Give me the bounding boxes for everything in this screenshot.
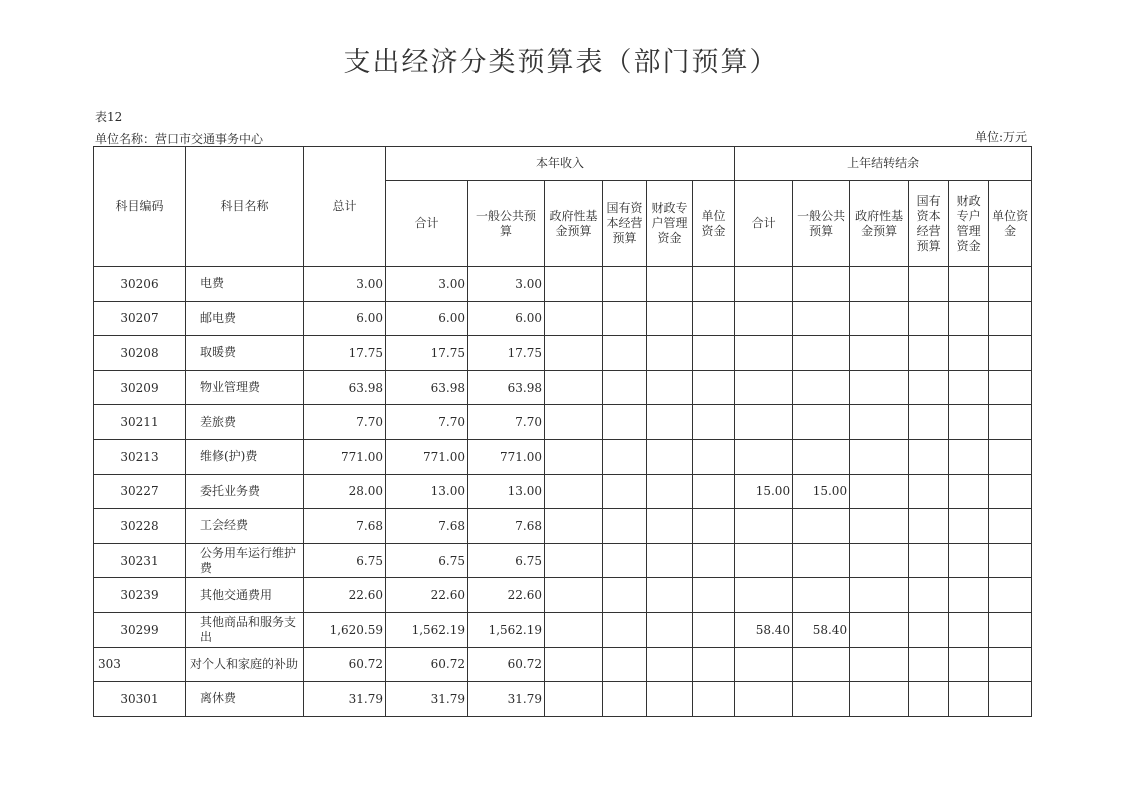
row-cy-general: 7.70 (468, 405, 545, 440)
row-code: 30299 (94, 612, 186, 647)
row-cy-empty (647, 509, 693, 544)
row-cy-empty (603, 682, 647, 717)
row-co-empty (949, 439, 989, 474)
row-name: 邮电费 (186, 301, 304, 336)
table-body (94, 267, 1032, 717)
row-cy-general: 7.68 (468, 509, 545, 544)
row-co-general (793, 543, 850, 578)
row-code: 30209 (94, 370, 186, 405)
row-cy-empty (603, 612, 647, 647)
row-cy-total: 13.00 (386, 474, 468, 509)
table-row (94, 267, 1032, 302)
row-cy-general: 6.75 (468, 543, 545, 578)
row-co-empty (989, 682, 1032, 717)
table-row (94, 439, 1032, 474)
row-cy-empty (603, 267, 647, 302)
row-co-empty (989, 370, 1032, 405)
row-cy-empty (693, 336, 735, 371)
row-co-total (735, 336, 793, 371)
row-cy-empty (693, 578, 735, 613)
row-cy-empty (647, 682, 693, 717)
row-cy-empty (603, 405, 647, 440)
row-cy-empty (693, 439, 735, 474)
row-co-empty (989, 301, 1032, 336)
row-co-empty (989, 647, 1032, 682)
row-co-empty (850, 612, 909, 647)
row-cy-empty (545, 509, 603, 544)
row-name: 其他交通费用 (186, 578, 304, 613)
row-cy-total: 6.75 (386, 543, 468, 578)
row-co-empty (989, 509, 1032, 544)
row-co-empty (850, 509, 909, 544)
row-cy-total: 31.79 (386, 682, 468, 717)
row-cy-empty (545, 543, 603, 578)
row-cy-empty (693, 405, 735, 440)
row-cy-general: 60.72 (468, 647, 545, 682)
row-co-general (793, 267, 850, 302)
row-cy-empty (647, 612, 693, 647)
row-cy-empty (603, 301, 647, 336)
row-co-general: 15.00 (793, 474, 850, 509)
row-cy-general: 17.75 (468, 336, 545, 371)
header-co-col-5: 单位资金 (989, 181, 1032, 267)
header-co-col-3: 国有资本经营预算 (909, 181, 949, 267)
row-code: 30206 (94, 267, 186, 302)
row-code: 303 (94, 647, 186, 682)
row-cy-empty (693, 267, 735, 302)
row-co-empty (850, 301, 909, 336)
row-cy-empty (647, 543, 693, 578)
row-name: 取暖费 (186, 336, 304, 371)
row-cy-general: 6.00 (468, 301, 545, 336)
row-co-empty (949, 405, 989, 440)
row-total: 22.60 (304, 578, 386, 613)
row-cy-empty (603, 439, 647, 474)
row-co-empty (989, 336, 1032, 371)
row-cy-empty (603, 509, 647, 544)
row-co-empty (909, 509, 949, 544)
row-cy-total: 7.68 (386, 509, 468, 544)
row-name: 公务用车运行维护费 (186, 543, 304, 578)
row-cy-empty (603, 543, 647, 578)
row-co-general (793, 509, 850, 544)
row-co-total (735, 509, 793, 544)
row-code: 30207 (94, 301, 186, 336)
table-row (94, 543, 1032, 578)
budget-table (93, 146, 1032, 717)
row-cy-general: 1,562.19 (468, 612, 545, 647)
row-cy-empty (647, 578, 693, 613)
row-co-empty (909, 370, 949, 405)
row-co-empty (850, 405, 909, 440)
header-co-col-1: 一般公共预算 (793, 181, 850, 267)
row-co-total (735, 543, 793, 578)
row-co-empty (909, 474, 949, 509)
unit-label: 单位:万元 (974, 130, 1027, 144)
row-cy-empty (693, 301, 735, 336)
row-co-empty (850, 578, 909, 613)
row-co-empty (989, 474, 1032, 509)
row-co-empty (989, 543, 1032, 578)
row-total: 3.00 (304, 267, 386, 302)
row-cy-general: 3.00 (468, 267, 545, 302)
row-total: 7.68 (304, 509, 386, 544)
row-co-total (735, 682, 793, 717)
row-co-total (735, 578, 793, 613)
row-co-empty (949, 301, 989, 336)
row-co-empty (850, 370, 909, 405)
row-co-empty (909, 336, 949, 371)
row-code: 30227 (94, 474, 186, 509)
row-total: 771.00 (304, 439, 386, 474)
row-co-total (735, 301, 793, 336)
row-co-empty (989, 405, 1032, 440)
row-cy-empty (545, 474, 603, 509)
row-co-empty (949, 509, 989, 544)
row-name: 委托业务费 (186, 474, 304, 509)
row-cy-empty (647, 267, 693, 302)
row-cy-total: 6.00 (386, 301, 468, 336)
table-row (94, 336, 1032, 371)
row-co-empty (989, 439, 1032, 474)
row-total: 6.75 (304, 543, 386, 578)
row-name: 工会经费 (186, 509, 304, 544)
row-co-empty (850, 682, 909, 717)
row-cy-empty (647, 647, 693, 682)
row-cy-empty (545, 336, 603, 371)
unit-name: 单位名称：营口市交通事务中心 (95, 132, 264, 146)
row-cy-empty (603, 647, 647, 682)
row-co-total: 58.40 (735, 612, 793, 647)
row-name: 其他商品和服务支出 (186, 612, 304, 647)
row-cy-empty (545, 682, 603, 717)
row-co-empty (989, 612, 1032, 647)
row-total: 7.70 (304, 405, 386, 440)
row-cy-empty (693, 682, 735, 717)
table-row (94, 578, 1032, 613)
table-row (94, 474, 1032, 509)
row-cy-general: 771.00 (468, 439, 545, 474)
row-cy-total: 22.60 (386, 578, 468, 613)
row-name: 物业管理费 (186, 370, 304, 405)
row-co-empty (909, 543, 949, 578)
table-row (94, 405, 1032, 440)
row-co-empty (949, 682, 989, 717)
row-cy-empty (647, 336, 693, 371)
page-title: 支出经济分类预算表（部门预算） (343, 47, 779, 78)
row-co-empty (949, 543, 989, 578)
row-cy-empty (545, 267, 603, 302)
row-co-empty (949, 647, 989, 682)
row-co-empty (850, 267, 909, 302)
table-row (94, 647, 1032, 682)
row-total: 6.00 (304, 301, 386, 336)
row-code: 30301 (94, 682, 186, 717)
row-cy-general: 22.60 (468, 578, 545, 613)
row-co-total: 15.00 (735, 474, 793, 509)
row-cy-empty (603, 578, 647, 613)
table-row (94, 370, 1032, 405)
row-cy-total: 7.70 (386, 405, 468, 440)
row-cy-empty (545, 405, 603, 440)
header-cy-col-5: 单位资金 (693, 181, 735, 267)
row-co-empty (949, 267, 989, 302)
row-total: 60.72 (304, 647, 386, 682)
row-cy-empty (693, 612, 735, 647)
row-cy-empty (603, 336, 647, 371)
row-cy-empty (545, 647, 603, 682)
header-cy-col-1: 一般公共预算 (468, 181, 545, 267)
row-co-empty (949, 578, 989, 613)
row-name: 差旅费 (186, 405, 304, 440)
row-co-general (793, 370, 850, 405)
row-co-general (793, 405, 850, 440)
row-co-general (793, 336, 850, 371)
header-total: 总计 (304, 147, 386, 267)
row-cy-empty (545, 301, 603, 336)
row-co-empty (909, 612, 949, 647)
row-co-empty (909, 439, 949, 474)
row-code: 30239 (94, 578, 186, 613)
table-row (94, 301, 1032, 336)
row-co-empty (989, 267, 1032, 302)
row-cy-total: 17.75 (386, 336, 468, 371)
row-co-empty (949, 612, 989, 647)
row-cy-empty (545, 370, 603, 405)
row-name: 维修(护)费 (186, 439, 304, 474)
header-current-year: 本年收入 (386, 147, 735, 181)
row-cy-general: 63.98 (468, 370, 545, 405)
header-code: 科目编码 (94, 147, 186, 267)
row-co-general (793, 301, 850, 336)
row-co-empty (909, 682, 949, 717)
row-cy-total: 3.00 (386, 267, 468, 302)
row-cy-empty (603, 370, 647, 405)
row-cy-empty (545, 578, 603, 613)
row-cy-empty (603, 474, 647, 509)
row-name: 电费 (186, 267, 304, 302)
row-co-total (735, 370, 793, 405)
row-total: 31.79 (304, 682, 386, 717)
row-co-empty (949, 474, 989, 509)
row-code: 30228 (94, 509, 186, 544)
row-co-general (793, 578, 850, 613)
row-total: 28.00 (304, 474, 386, 509)
row-co-total (735, 439, 793, 474)
table-number: 表12 (95, 110, 123, 124)
row-code: 30231 (94, 543, 186, 578)
row-cy-total: 771.00 (386, 439, 468, 474)
row-co-empty (909, 578, 949, 613)
row-code: 30211 (94, 405, 186, 440)
row-cy-general: 13.00 (468, 474, 545, 509)
row-co-empty (909, 267, 949, 302)
row-cy-empty (647, 474, 693, 509)
row-co-total (735, 647, 793, 682)
row-cy-empty (545, 612, 603, 647)
row-co-empty (909, 647, 949, 682)
header-name: 科目名称 (186, 147, 304, 267)
row-co-empty (850, 474, 909, 509)
header-cy-col-4: 财政专户管理资金 (647, 181, 693, 267)
row-total: 63.98 (304, 370, 386, 405)
row-co-empty (850, 439, 909, 474)
row-cy-empty (545, 439, 603, 474)
row-cy-empty (647, 405, 693, 440)
row-co-total (735, 405, 793, 440)
row-code: 30213 (94, 439, 186, 474)
header-carryover: 上年结转结余 (735, 147, 1032, 181)
row-co-general (793, 682, 850, 717)
row-co-empty (850, 336, 909, 371)
row-name: 离休费 (186, 682, 304, 717)
row-co-empty (989, 578, 1032, 613)
row-cy-empty (647, 301, 693, 336)
row-cy-empty (693, 474, 735, 509)
row-co-empty (909, 301, 949, 336)
header-co-col-0: 合计 (735, 181, 793, 267)
header-cy-col-2: 政府性基金预算 (545, 181, 603, 267)
row-cy-general: 31.79 (468, 682, 545, 717)
row-total: 17.75 (304, 336, 386, 371)
row-co-general (793, 647, 850, 682)
row-co-empty (850, 647, 909, 682)
table-row (94, 612, 1032, 647)
table-row (94, 682, 1032, 717)
row-co-empty (850, 543, 909, 578)
header-co-col-2: 政府性基金预算 (850, 181, 909, 267)
row-cy-empty (693, 647, 735, 682)
row-name: 对个人和家庭的补助 (186, 647, 304, 682)
header-co-col-4: 财政专户管理资金 (949, 181, 989, 267)
row-cy-total: 60.72 (386, 647, 468, 682)
table-header (94, 147, 1032, 267)
row-cy-empty (693, 543, 735, 578)
row-co-total (735, 267, 793, 302)
row-cy-total: 1,562.19 (386, 612, 468, 647)
row-co-general: 58.40 (793, 612, 850, 647)
header-cy-col-0: 合计 (386, 181, 468, 267)
row-cy-empty (647, 370, 693, 405)
table-row (94, 509, 1032, 544)
row-co-empty (909, 405, 949, 440)
row-co-empty (949, 336, 989, 371)
row-code: 30208 (94, 336, 186, 371)
header-cy-col-3: 国有资本经营预算 (603, 181, 647, 267)
row-total: 1,620.59 (304, 612, 386, 647)
row-cy-empty (693, 509, 735, 544)
row-cy-total: 63.98 (386, 370, 468, 405)
row-cy-empty (647, 439, 693, 474)
row-co-general (793, 439, 850, 474)
row-cy-empty (693, 370, 735, 405)
row-co-empty (949, 370, 989, 405)
